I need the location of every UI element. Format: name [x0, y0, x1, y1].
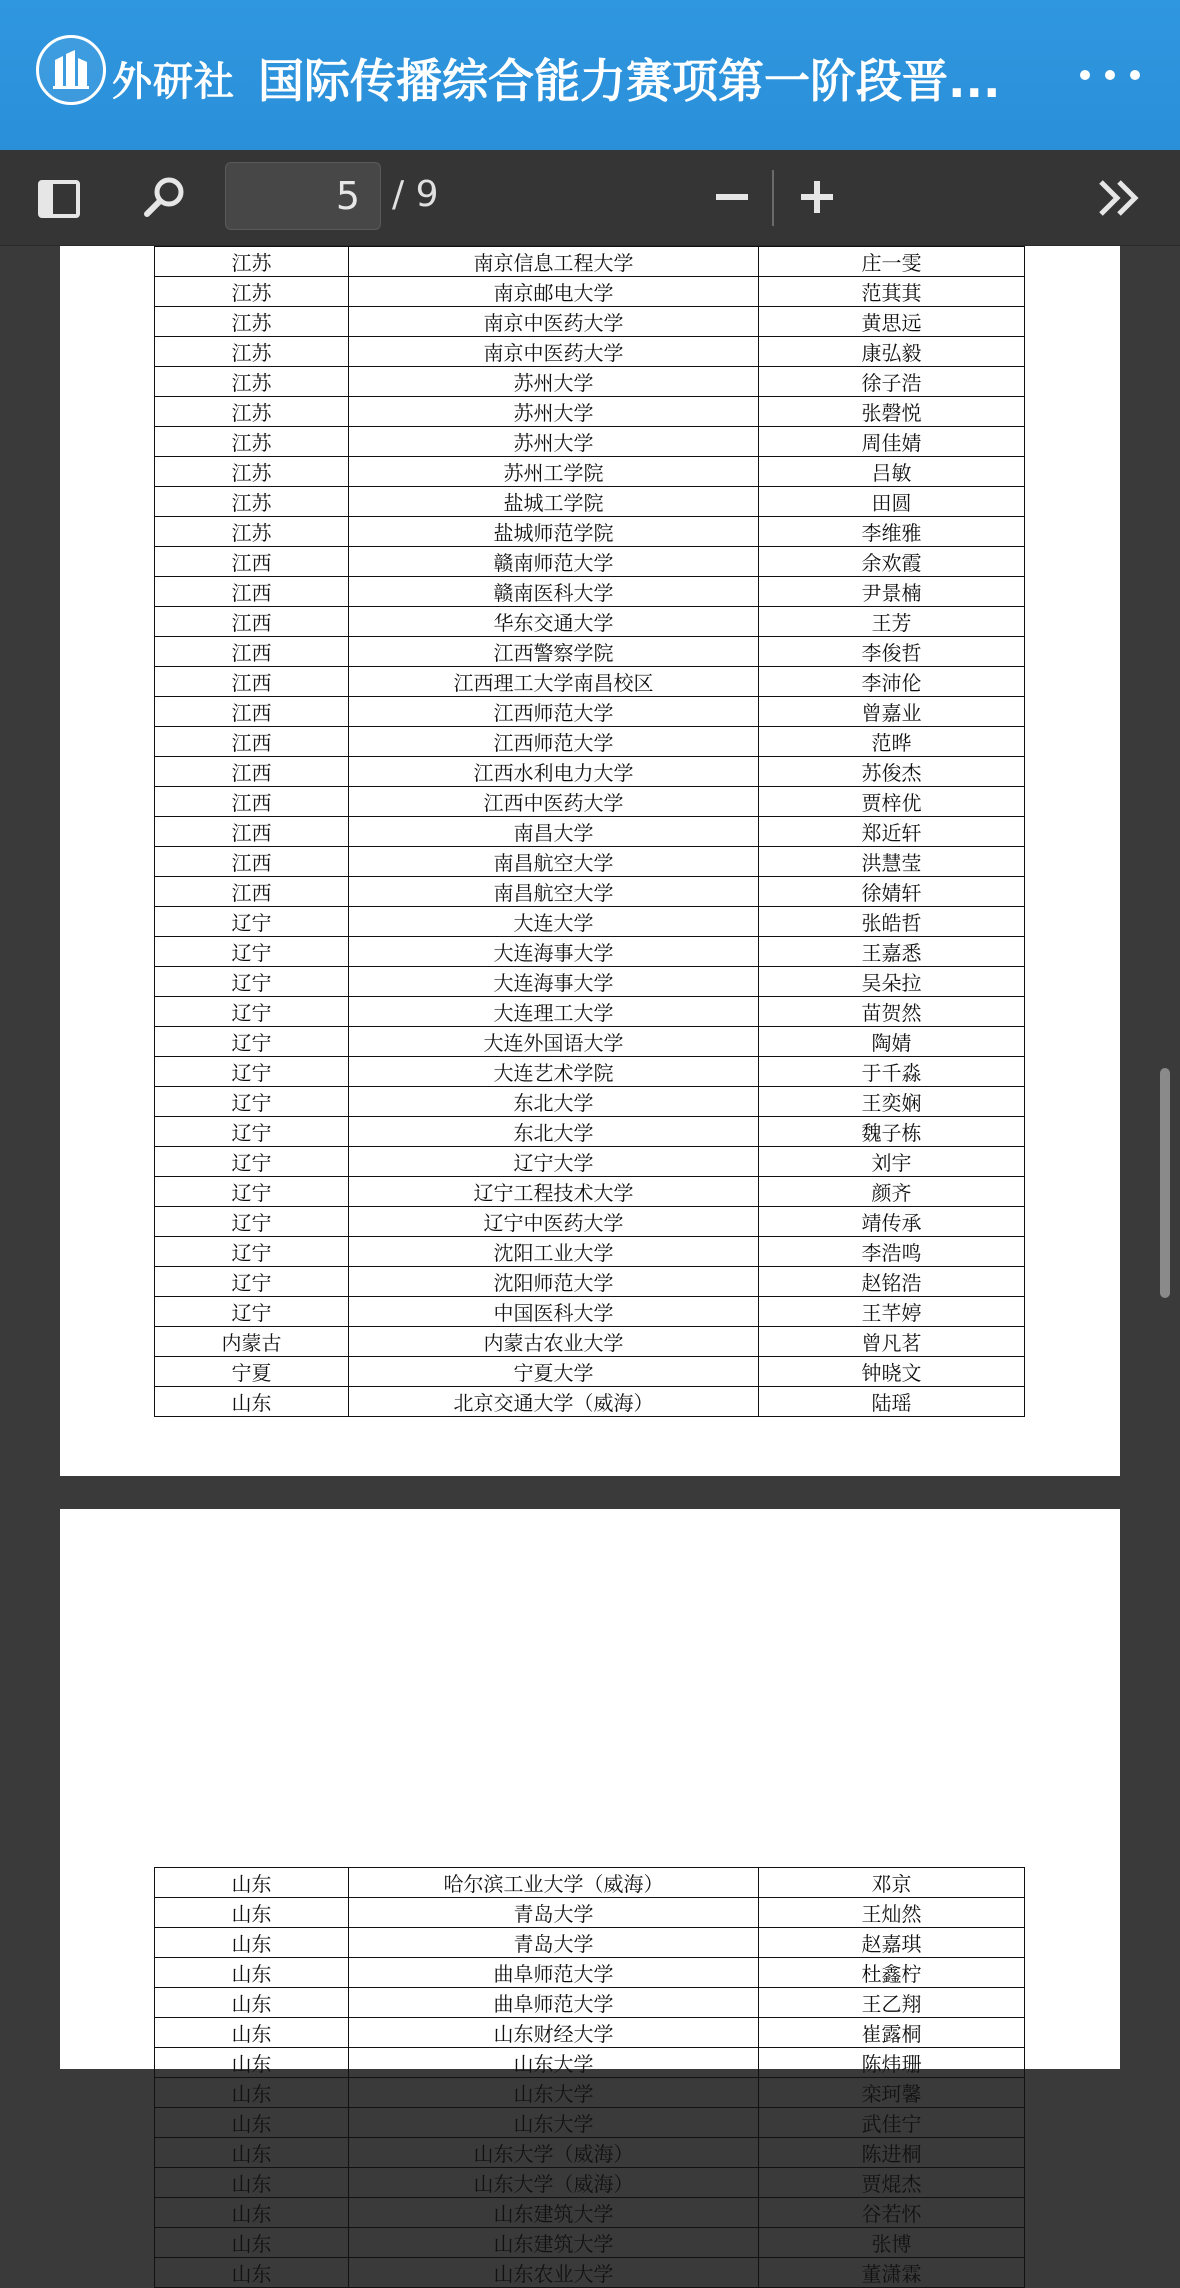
table-row	[155, 2168, 1025, 2198]
table-row	[155, 397, 1025, 427]
university-cell: 中国医科大学	[349, 1297, 759, 1327]
student-name-cell: 陆瑶	[759, 1387, 1025, 1417]
province-cell: 山东	[155, 1387, 349, 1417]
table-row	[155, 1928, 1025, 1958]
student-name-cell: 范晔	[759, 727, 1025, 757]
student-name-cell: 李俊哲	[759, 637, 1025, 667]
zoom-in-button[interactable]	[790, 170, 844, 224]
table-row	[155, 1357, 1025, 1387]
student-name-cell: 陈进桐	[759, 2138, 1025, 2168]
province-cell: 辽宁	[155, 937, 349, 967]
student-name-cell: 刘宇	[759, 1147, 1025, 1177]
university-cell: 苏州大学	[349, 367, 759, 397]
student-name-cell: 曾凡茗	[759, 1327, 1025, 1357]
province-cell: 山东	[155, 1988, 349, 2018]
province-cell: 江西	[155, 667, 349, 697]
student-name-cell: 余欢霞	[759, 547, 1025, 577]
zoom-out-button[interactable]	[705, 170, 759, 224]
minus-icon	[712, 177, 752, 217]
student-name-cell: 栾珂馨	[759, 2078, 1025, 2108]
table-row	[155, 757, 1025, 787]
university-cell: 江西师范大学	[349, 727, 759, 757]
university-cell: 华东交通大学	[349, 607, 759, 637]
student-name-cell: 谷若怀	[759, 2198, 1025, 2228]
student-name-cell: 武佳宁	[759, 2108, 1025, 2138]
university-cell: 山东建筑大学	[349, 2198, 759, 2228]
university-cell: 沈阳师范大学	[349, 1267, 759, 1297]
province-cell: 江西	[155, 847, 349, 877]
student-name-cell: 王嘉悉	[759, 937, 1025, 967]
table-row	[155, 2078, 1025, 2108]
university-cell: 东北大学	[349, 1087, 759, 1117]
table-row	[155, 1868, 1025, 1898]
province-cell: 宁夏	[155, 1357, 349, 1387]
sidebar-icon	[37, 177, 81, 221]
province-cell: 山东	[155, 1898, 349, 1928]
table-row	[155, 2138, 1025, 2168]
table-row	[155, 907, 1025, 937]
university-cell: 山东财经大学	[349, 2018, 759, 2048]
student-name-cell: 吕敏	[759, 457, 1025, 487]
table-row	[155, 517, 1025, 547]
student-name-cell: 张磬悦	[759, 397, 1025, 427]
table-row	[155, 457, 1025, 487]
province-cell: 辽宁	[155, 997, 349, 1027]
roster-table	[154, 1867, 1025, 2288]
table-row	[155, 427, 1025, 457]
student-name-cell: 尹景楠	[759, 577, 1025, 607]
province-cell: 江西	[155, 577, 349, 607]
table-row	[155, 2018, 1025, 2048]
table-row	[155, 877, 1025, 907]
student-name-cell: 杜鑫柠	[759, 1958, 1025, 1988]
search-icon	[142, 174, 188, 220]
university-cell: 沈阳工业大学	[349, 1237, 759, 1267]
university-cell: 江西师范大学	[349, 697, 759, 727]
app-header	[0, 0, 1180, 150]
province-cell: 辽宁	[155, 1177, 349, 1207]
table-row	[155, 2048, 1025, 2078]
province-cell: 辽宁	[155, 1087, 349, 1117]
province-cell: 江苏	[155, 337, 349, 367]
university-cell: 山东大学	[349, 2048, 759, 2078]
table-row	[155, 667, 1025, 697]
page-title: 国际传播综合能力赛项第一阶段晋...	[258, 54, 1001, 108]
student-name-cell: 郑近轩	[759, 817, 1025, 847]
student-name-cell: 徐子浩	[759, 367, 1025, 397]
province-cell: 江苏	[155, 517, 349, 547]
table-row	[155, 1387, 1025, 1417]
province-cell: 山东	[155, 2078, 349, 2108]
university-cell: 南昌航空大学	[349, 877, 759, 907]
university-cell: 辽宁大学	[349, 1147, 759, 1177]
university-cell: 山东农业大学	[349, 2258, 759, 2288]
table-row	[155, 337, 1025, 367]
university-cell: 曲阜师范大学	[349, 1958, 759, 1988]
plus-icon	[797, 177, 837, 217]
table-row	[155, 1898, 1025, 1928]
university-cell: 北京交通大学（威海）	[349, 1387, 759, 1417]
student-name-cell: 康弘毅	[759, 337, 1025, 367]
university-cell: 江西水利电力大学	[349, 757, 759, 787]
table-row	[155, 1117, 1025, 1147]
province-cell: 江苏	[155, 397, 349, 427]
university-cell: 东北大学	[349, 1117, 759, 1147]
table-row	[155, 1207, 1025, 1237]
province-cell: 山东	[155, 2168, 349, 2198]
province-cell: 山东	[155, 1928, 349, 1958]
roster-table	[154, 246, 1025, 1417]
table-row	[155, 937, 1025, 967]
table-row	[155, 787, 1025, 817]
province-cell: 江苏	[155, 457, 349, 487]
student-name-cell: 陈炜珊	[759, 2048, 1025, 2078]
university-cell: 南昌大学	[349, 817, 759, 847]
province-cell: 江西	[155, 757, 349, 787]
university-cell: 大连艺术学院	[349, 1057, 759, 1087]
student-name-cell: 黄思远	[759, 307, 1025, 337]
student-name-cell: 邓京	[759, 1868, 1025, 1898]
student-name-cell: 王灿然	[759, 1898, 1025, 1928]
province-cell: 辽宁	[155, 1147, 349, 1177]
province-cell: 山东	[155, 1958, 349, 1988]
student-name-cell: 李维雅	[759, 517, 1025, 547]
student-name-cell: 曾嘉业	[759, 697, 1025, 727]
student-name-cell: 王乙翔	[759, 1988, 1025, 2018]
page-number-input[interactable]	[225, 162, 381, 230]
pdf-page	[60, 246, 1120, 1476]
page-total: / 9	[392, 174, 439, 215]
table-row	[155, 1087, 1025, 1117]
table-row	[155, 2228, 1025, 2258]
university-cell: 大连大学	[349, 907, 759, 937]
student-name-cell: 于千淼	[759, 1057, 1025, 1087]
student-name-cell: 苗贺然	[759, 997, 1025, 1027]
province-cell: 山东	[155, 2108, 349, 2138]
student-name-cell: 赵嘉琪	[759, 1928, 1025, 1958]
province-cell: 江苏	[155, 487, 349, 517]
student-name-cell: 吴朵拉	[759, 967, 1025, 997]
province-cell: 江西	[155, 607, 349, 637]
university-cell: 山东大学（威海）	[349, 2138, 759, 2168]
table-row	[155, 817, 1025, 847]
province-cell: 山东	[155, 2048, 349, 2078]
university-cell: 南昌航空大学	[349, 847, 759, 877]
table-row	[155, 1057, 1025, 1087]
province-cell: 辽宁	[155, 1057, 349, 1087]
table-row	[155, 277, 1025, 307]
table-row	[155, 697, 1025, 727]
student-name-cell: 李沛伦	[759, 667, 1025, 697]
university-cell: 青岛大学	[349, 1928, 759, 1958]
province-cell: 辽宁	[155, 967, 349, 997]
student-name-cell: 魏子栋	[759, 1117, 1025, 1147]
province-cell: 辽宁	[155, 1207, 349, 1237]
university-cell: 山东建筑大学	[349, 2228, 759, 2258]
province-cell: 山东	[155, 2018, 349, 2048]
table-row	[155, 487, 1025, 517]
student-name-cell: 颜齐	[759, 1177, 1025, 1207]
university-cell: 山东大学	[349, 2078, 759, 2108]
university-cell: 南京中医药大学	[349, 337, 759, 367]
table-row	[155, 2198, 1025, 2228]
university-cell: 大连理工大学	[349, 997, 759, 1027]
province-cell: 江苏	[155, 367, 349, 397]
province-cell: 江西	[155, 637, 349, 667]
student-name-cell: 张博	[759, 2228, 1025, 2258]
province-cell: 江西	[155, 787, 349, 817]
university-cell: 大连海事大学	[349, 967, 759, 997]
province-cell: 山东	[155, 2198, 349, 2228]
table-row	[155, 547, 1025, 577]
student-name-cell: 苏俊杰	[759, 757, 1025, 787]
province-cell: 江苏	[155, 247, 349, 277]
student-name-cell: 庄一雯	[759, 247, 1025, 277]
province-cell: 江西	[155, 727, 349, 757]
student-name-cell: 陶婧	[759, 1027, 1025, 1057]
table-row	[155, 847, 1025, 877]
pdf-page	[60, 1509, 1120, 2286]
province-cell: 山东	[155, 1868, 349, 1898]
province-cell: 内蒙古	[155, 1327, 349, 1357]
university-cell: 江西中医药大学	[349, 787, 759, 817]
scrollbar-thumb[interactable]	[1160, 1068, 1170, 1298]
table-row	[155, 307, 1025, 337]
document-viewport[interactable]	[0, 246, 1180, 2286]
student-name-cell: 王奕娴	[759, 1087, 1025, 1117]
student-name-cell: 崔露桐	[759, 2018, 1025, 2048]
province-cell: 辽宁	[155, 1027, 349, 1057]
university-cell: 哈尔滨工业大学（威海）	[349, 1868, 759, 1898]
university-cell: 大连外国语大学	[349, 1027, 759, 1057]
university-cell: 盐城师范学院	[349, 517, 759, 547]
table-row	[155, 1267, 1025, 1297]
province-cell: 辽宁	[155, 907, 349, 937]
university-cell: 南京信息工程大学	[349, 247, 759, 277]
student-name-cell: 王芊婷	[759, 1297, 1025, 1327]
table-row	[155, 1237, 1025, 1267]
student-name-cell: 范萁萁	[759, 277, 1025, 307]
table-row	[155, 577, 1025, 607]
more-dot-icon	[1080, 70, 1090, 80]
table-row	[155, 637, 1025, 667]
province-cell: 江西	[155, 697, 349, 727]
table-row	[155, 727, 1025, 757]
student-name-cell: 靖传承	[759, 1207, 1025, 1237]
university-cell: 苏州大学	[349, 397, 759, 427]
university-cell: 南京中医药大学	[349, 307, 759, 337]
table-row	[155, 1958, 1025, 1988]
table-row	[155, 2108, 1025, 2138]
university-cell: 辽宁工程技术大学	[349, 1177, 759, 1207]
province-cell: 山东	[155, 2138, 349, 2168]
province-cell: 辽宁	[155, 1297, 349, 1327]
university-cell: 江西警察学院	[349, 637, 759, 667]
university-cell: 盐城工学院	[349, 487, 759, 517]
student-name-cell: 徐婧轩	[759, 877, 1025, 907]
double-chevron-right-icon	[1095, 176, 1145, 220]
more-dot-icon	[1105, 70, 1115, 80]
table-row	[155, 1297, 1025, 1327]
table-row	[155, 967, 1025, 997]
university-cell: 青岛大学	[349, 1898, 759, 1928]
table-row	[155, 247, 1025, 277]
university-cell: 赣南医科大学	[349, 577, 759, 607]
province-cell: 江西	[155, 817, 349, 847]
province-cell: 江苏	[155, 307, 349, 337]
sidebar-toggle-button[interactable]	[34, 174, 84, 224]
student-name-cell: 董潇霖	[759, 2258, 1025, 2288]
search-button[interactable]	[138, 170, 192, 224]
student-name-cell: 张皓哲	[759, 907, 1025, 937]
toolbar-divider	[772, 170, 774, 226]
province-cell: 江苏	[155, 277, 349, 307]
student-name-cell: 王芳	[759, 607, 1025, 637]
student-name-cell: 贾焜杰	[759, 2168, 1025, 2198]
table-row	[155, 1988, 1025, 2018]
table-row	[155, 1327, 1025, 1357]
university-cell: 苏州大学	[349, 427, 759, 457]
student-name-cell: 钟晓文	[759, 1357, 1025, 1387]
province-cell: 辽宁	[155, 1117, 349, 1147]
university-cell: 宁夏大学	[349, 1357, 759, 1387]
brand-logo-icon[interactable]	[36, 35, 106, 105]
student-name-cell: 赵铭浩	[759, 1267, 1025, 1297]
tools-menu-button[interactable]	[1090, 170, 1150, 226]
university-cell: 辽宁中医药大学	[349, 1207, 759, 1237]
student-name-cell: 李浩鸣	[759, 1237, 1025, 1267]
university-cell: 山东大学	[349, 2108, 759, 2138]
table-row	[155, 367, 1025, 397]
university-cell: 山东大学（威海）	[349, 2168, 759, 2198]
university-cell: 赣南师范大学	[349, 547, 759, 577]
university-cell: 大连海事大学	[349, 937, 759, 967]
more-dot-icon	[1130, 70, 1140, 80]
student-name-cell: 周佳婧	[759, 427, 1025, 457]
table-row	[155, 997, 1025, 1027]
university-cell: 内蒙古农业大学	[349, 1327, 759, 1357]
table-row	[155, 1027, 1025, 1057]
more-options-button[interactable]	[1080, 55, 1140, 95]
province-cell: 辽宁	[155, 1237, 349, 1267]
province-cell: 山东	[155, 2258, 349, 2288]
university-cell: 南京邮电大学	[349, 277, 759, 307]
table-row	[155, 607, 1025, 637]
university-cell: 苏州工学院	[349, 457, 759, 487]
province-cell: 辽宁	[155, 1267, 349, 1297]
province-cell: 江西	[155, 877, 349, 907]
student-name-cell: 田圆	[759, 487, 1025, 517]
pdf-toolbar	[0, 150, 1180, 246]
university-cell: 江西理工大学南昌校区	[349, 667, 759, 697]
brand-name: 外研社	[112, 59, 235, 105]
student-name-cell: 洪慧莹	[759, 847, 1025, 877]
student-name-cell: 贾梓优	[759, 787, 1025, 817]
province-cell: 江西	[155, 547, 349, 577]
table-row	[155, 2258, 1025, 2288]
table-row	[155, 1177, 1025, 1207]
province-cell: 江苏	[155, 427, 349, 457]
university-cell: 曲阜师范大学	[349, 1988, 759, 2018]
province-cell: 山东	[155, 2228, 349, 2258]
table-row	[155, 1147, 1025, 1177]
